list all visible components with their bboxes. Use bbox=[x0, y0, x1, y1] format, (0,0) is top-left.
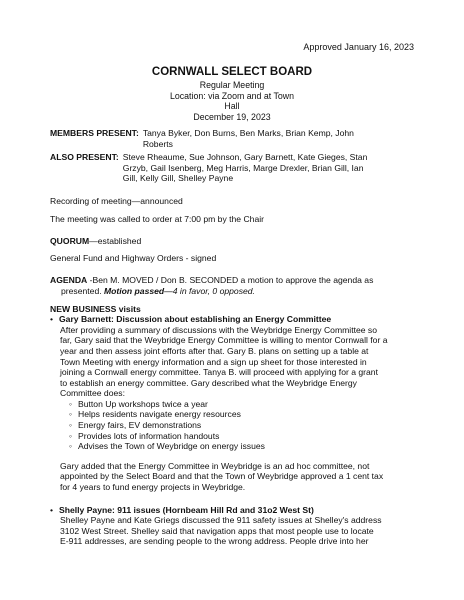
list-item-text: Button Up workshops twice a year bbox=[78, 398, 208, 409]
list-item-text: Energy fairs, EV demonstrations bbox=[78, 420, 202, 431]
title-block bbox=[0, 66, 464, 122]
item1-line: Committee does: bbox=[60, 388, 125, 399]
item-gary-barnett bbox=[50, 314, 424, 325]
item1-line: After providing a summary of discussions with the Weybridge Energy Committee so bbox=[60, 324, 377, 335]
sub-bullet-marker: ◦ bbox=[69, 398, 73, 409]
list-item bbox=[69, 420, 424, 431]
item1-line: far, Gary said that the Weybridge Energy Committee is willing to mentor Cornwall for a bbox=[60, 335, 388, 346]
also-present-line3: Gill, Kelly Gill, Shelley Payne bbox=[122, 173, 234, 184]
item1-paragraph-2 bbox=[50, 461, 424, 493]
minutes-body bbox=[50, 128, 424, 547]
item1-line: appointed by the Select Board and that the Town of Weybridge approved a 1 cent tax bbox=[60, 471, 384, 482]
list-item bbox=[69, 431, 424, 442]
agenda-line-2 bbox=[50, 286, 424, 297]
also-present-line2: Grzyb, Gail Isenberg, Meg Harris, Marge Drexler, Brian Gill, Ian bbox=[122, 162, 364, 173]
meeting-location: Location: via Zoom and at Town bbox=[169, 90, 295, 101]
bullet-marker: • bbox=[50, 504, 54, 515]
quorum-label: QUORUM bbox=[50, 236, 90, 247]
list-item-text: Advises the Town of Weybridge on energy issues bbox=[78, 441, 265, 452]
new-business-heading: NEW BUSINESS visits bbox=[50, 303, 141, 314]
agenda-label: AGENDA bbox=[50, 275, 88, 286]
item1-line: Gary added that the Energy Committee in Weybridge is an ad hoc committee, not bbox=[60, 460, 370, 471]
sub-bullet-marker: ◦ bbox=[69, 430, 73, 441]
agenda-motion-text: -Ben M. MOVED / Don B. SECONDED a motion to approve the agenda as bbox=[87, 275, 374, 286]
item2-line: Shelley Payne and Kate Griegs discussed the 911 safety issues at Shelley's address bbox=[60, 515, 382, 526]
item1-line: year and then assess joint efforts after that. Gary B. plans on setting up a table at bbox=[60, 345, 369, 356]
item-shelly-payne bbox=[50, 505, 424, 516]
item1-line: for 4 years to fund energy projects in Weybridge. bbox=[60, 482, 246, 493]
item2-line: E-911 addresses, are sending people to the wrong address. People drive into her bbox=[60, 536, 369, 547]
item1-heading: Gary Barnett: Discussion about establishing an Energy Committee bbox=[59, 314, 332, 325]
quorum-line bbox=[50, 236, 424, 247]
item1-paragraph bbox=[50, 325, 424, 399]
energy-committee-list bbox=[50, 399, 424, 452]
members-present-line2: Roberts bbox=[142, 138, 173, 149]
call-to-order: The meeting was called to order at 7:00 pm by the Chair bbox=[50, 213, 265, 224]
list-item bbox=[69, 409, 424, 420]
approval-note: Approved January 16, 2023 bbox=[303, 42, 414, 52]
item2-line: 3102 West Street. Shelley said that navigation apps that most people use to locate bbox=[60, 525, 374, 536]
also-present-label: ALSO PRESENT: bbox=[50, 152, 119, 163]
meeting-date: December 19, 2023 bbox=[193, 111, 271, 122]
list-item-text: Provides lots of information handouts bbox=[78, 430, 220, 441]
agenda-motion-result: Motion passed bbox=[104, 285, 165, 296]
list-item bbox=[69, 441, 424, 452]
board-title: CORNWALL SELECT BOARD bbox=[151, 66, 313, 78]
meeting-type: Regular Meeting bbox=[199, 80, 265, 90]
agenda-presented: presented. bbox=[61, 285, 104, 296]
sub-bullet-marker: ◦ bbox=[69, 441, 73, 452]
item1-line: Town Meeting with energy information and a sign up sheet for those interested in bbox=[60, 356, 367, 367]
item2-paragraph bbox=[50, 515, 424, 547]
members-present bbox=[50, 128, 424, 149]
quorum-status: —established bbox=[89, 236, 142, 247]
agenda-line bbox=[50, 275, 424, 286]
meeting-location-cont: Hall bbox=[224, 101, 240, 112]
item1-line: to establish an energy committee. Gary described what the Weybridge Energy bbox=[60, 377, 357, 388]
orders-line: General Fund and Highway Orders - signed bbox=[50, 252, 217, 263]
also-present-line1: Steve Rheaume, Sue Johnson, Gary Barnett, Kate Gieges, Stan bbox=[122, 152, 368, 163]
members-present-label: MEMBERS PRESENT: bbox=[50, 128, 139, 138]
also-present bbox=[50, 152, 424, 184]
list-item-text: Helps residents navigate energy resources bbox=[78, 409, 241, 420]
agenda-vote: —4 in favor, 0 opposed. bbox=[164, 285, 255, 296]
sub-bullet-marker: ◦ bbox=[69, 420, 73, 431]
members-present-line1: Tanya Byker, Don Burns, Ben Marks, Brian Kemp, John bbox=[142, 128, 354, 138]
item1-line: joining a Cornwall energy committee. Tanya B. will proceed with applying for a grant bbox=[60, 367, 378, 378]
bullet-marker: • bbox=[50, 314, 54, 325]
sub-bullet-marker: ◦ bbox=[69, 409, 73, 420]
recording-note: Recording of meeting—announced bbox=[50, 195, 183, 206]
list-item bbox=[69, 399, 424, 410]
item2-heading: Shelly Payne: 911 issues (Hornbeam Hill Rd and 31o2 West St) bbox=[59, 504, 314, 515]
